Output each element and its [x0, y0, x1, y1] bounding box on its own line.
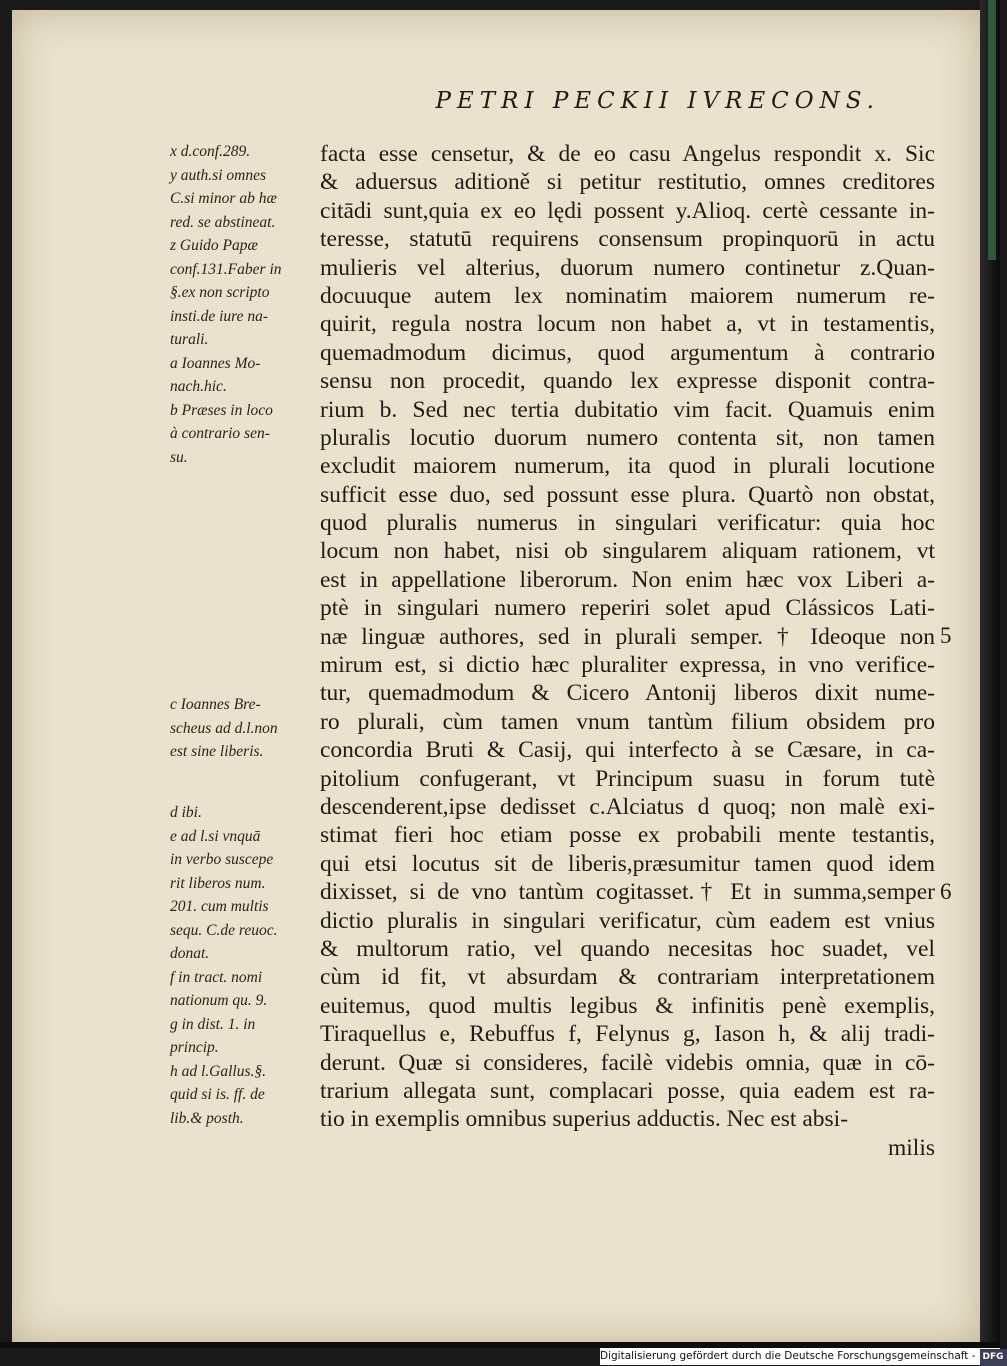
text-line: teresse, statutū requirens consensum propinquorū in actu — [320, 226, 935, 253]
text-line: locum non habet, nisi ob singularem aliquam rationem, vt — [320, 538, 935, 565]
margin-note-line: z Guido Papæ — [170, 237, 258, 254]
margin-note-line: §.ex non scripto — [170, 284, 270, 301]
margin-note-line: b Præses in loco — [170, 401, 273, 419]
text-line: næ linguæ authores, sed in plurali semper. † Ideoque non — [320, 623, 935, 650]
text-line: stimat fieri hoc etiam posse ex probabili mente testantis, — [320, 822, 935, 849]
footer-bar — [600, 1348, 1004, 1365]
text-line: quod pluralis numerus in singulari verificatur: quia hoc — [320, 510, 935, 537]
text-line: sufficit esse duo, sed possunt esse plura. Quartò non obstat, — [320, 481, 935, 508]
text-line: docuuque autem lex nominatim maiorem numerum re- — [320, 282, 935, 309]
margin-note-line: C.si minor ab hæ — [170, 190, 277, 207]
text-line: facta esse censetur, & de eo casu Angelus respondit x. Sic — [320, 141, 935, 167]
running-title: PETRI PECKII IVRECONS. — [435, 88, 880, 114]
margin-note-line: x d.conf.289. — [170, 143, 251, 160]
margin-notes-3 — [170, 801, 320, 1130]
text-line: descenderent,ipse dedisset c.Alciatus d quoq; non malè exi- — [320, 793, 935, 820]
text-line: quirit, regula nostra locum non habet a, vt in testamentis, — [320, 311, 935, 338]
text-line: ptè in singulari numero reperiri solet apud Clássicos Lati- — [320, 595, 935, 622]
line-number-6: 6 — [940, 879, 952, 904]
margin-note-line: in verbo suscepe — [170, 851, 274, 868]
text-line: citādi sunt,quia ex eo lędi possent y.Alioq. certè cessante in- — [320, 197, 935, 224]
margin-note-line: red. se abstineat. — [170, 213, 276, 231]
text-line: concordia Bruti & Casij, qui interfecto à se Cæsare, in ca- — [320, 737, 935, 764]
margin-notes-1 — [170, 140, 320, 469]
text-line: Tiraquellus e, Rebuffus f, Felynus g, Iason h, & alij tradi- — [320, 1021, 935, 1048]
scan-green-strip — [988, 0, 996, 260]
text-line: derunt. Quæ si consideres, facilè videbis omnia, quæ in cō- — [320, 1049, 935, 1076]
margin-note-line: y auth.si omnes — [170, 166, 267, 184]
margin-note-line: princip. — [170, 1039, 219, 1056]
text-line: tur, quemadmodum & Cicero Antonij liberos dixit nume- — [320, 680, 935, 707]
text-line: est in appellatione liberorum. Non enim hæc vox Liberi a- — [320, 566, 935, 593]
text-line: pitolium confugerant, vt Principum suasu in forum tutè — [320, 765, 935, 792]
margin-note-line: lib.& posth. — [170, 1109, 244, 1127]
margin-notes-2 — [170, 693, 320, 764]
margin-note-line: à contrario sen- — [170, 425, 270, 442]
margin-note-line: a Ioannes Mo- — [170, 354, 261, 372]
margin-note-line: su. — [170, 448, 188, 466]
footer-text: Digitalisierung gefördert durch die Deutsche Forschungsgemeinschaft - — [600, 1350, 976, 1362]
text-line: sensu non procedit, quando lex expresse disponit contra- — [320, 368, 935, 395]
margin-note-line: scheus ad d.l.non — [170, 719, 278, 737]
text-line: tio in exemplis omnibus superius adductis. Nec est absi- — [320, 1106, 849, 1133]
margin-note-line: donat. — [170, 945, 210, 962]
text-line: dixisset, si de vno tantùm cogitasset.† Et in summa,semper — [320, 879, 935, 906]
text-line: ro plurali, cùm tamen vnum tantùm filium obsidem pro — [320, 708, 935, 735]
text-line: & multorum ratio, vel quando necesitas hoc suadet, vel — [320, 935, 935, 962]
margin-note-line: conf.131.Faber in — [170, 260, 282, 278]
text-line: mulieris vel alterius, duorum numero continetur z.Quan- — [320, 254, 935, 281]
margin-note-line: quid si is. ff. de — [170, 1086, 265, 1103]
margin-note-line: est sine liberis. — [170, 743, 264, 760]
text-line: quemadmodum dicimus, quod argumentum à contrario — [320, 339, 935, 366]
text-line: & aduersus aditioně si petitur restitutio, omnes creditores — [320, 169, 935, 196]
text-line: excludit maiorem numerum, ita quod in plurali locutione — [320, 453, 935, 480]
margin-note-line: g in dist. 1. in — [170, 1015, 256, 1033]
margin-note-line: h ad l.Gallus.§. — [170, 1062, 267, 1080]
dfg-logo: DFG — [980, 1349, 1007, 1366]
margin-note-line: d ibi. — [170, 804, 202, 821]
margin-note-line: rit liberos num. — [170, 874, 266, 892]
main-text-block — [320, 140, 935, 1162]
catchword: milis — [887, 1134, 935, 1161]
margin-note-line: e ad l.si vnquā — [170, 827, 261, 845]
margin-note-line: c Ioannes Bre- — [170, 696, 261, 713]
text-line: dictio pluralis in singulari verificatur, cùm eadem est vnius — [320, 907, 935, 934]
text-line: cùm id fit, vt absurdam & contrariam interpretationem — [320, 964, 935, 991]
margin-note-line: 201. cum multis — [170, 898, 269, 915]
margin-note-line: insti.de iure na- — [170, 307, 269, 325]
text-line: mirum est, si dictio hæc pluraliter expressa, in vno verifice- — [320, 652, 935, 679]
margin-note-line: nationum qu. 9. — [170, 992, 268, 1009]
text-line: qui etsi locutus sit de liberis,præsumitur tamen quod idem — [320, 850, 935, 877]
text-line: rium b. Sed nec tertia dubitatio vim facit. Quamuis enim — [320, 396, 935, 423]
line-number-5: 5 — [940, 623, 952, 648]
margin-note-line: nach.hic. — [170, 378, 227, 395]
text-line: euitemus, quod multis legibus & infinitis penè exemplis, — [320, 992, 935, 1019]
margin-note-line: f in tract. nomi — [170, 968, 263, 986]
text-line: trarium allegata sunt, complacari posse, quia eadem est ra- — [320, 1077, 935, 1104]
margin-note-line: sequ. C.de reuoc. — [170, 921, 278, 939]
text-line: pluralis locutio duorum numero contenta sit, non tamen — [320, 424, 935, 451]
margin-note-line: turali. — [170, 331, 209, 348]
